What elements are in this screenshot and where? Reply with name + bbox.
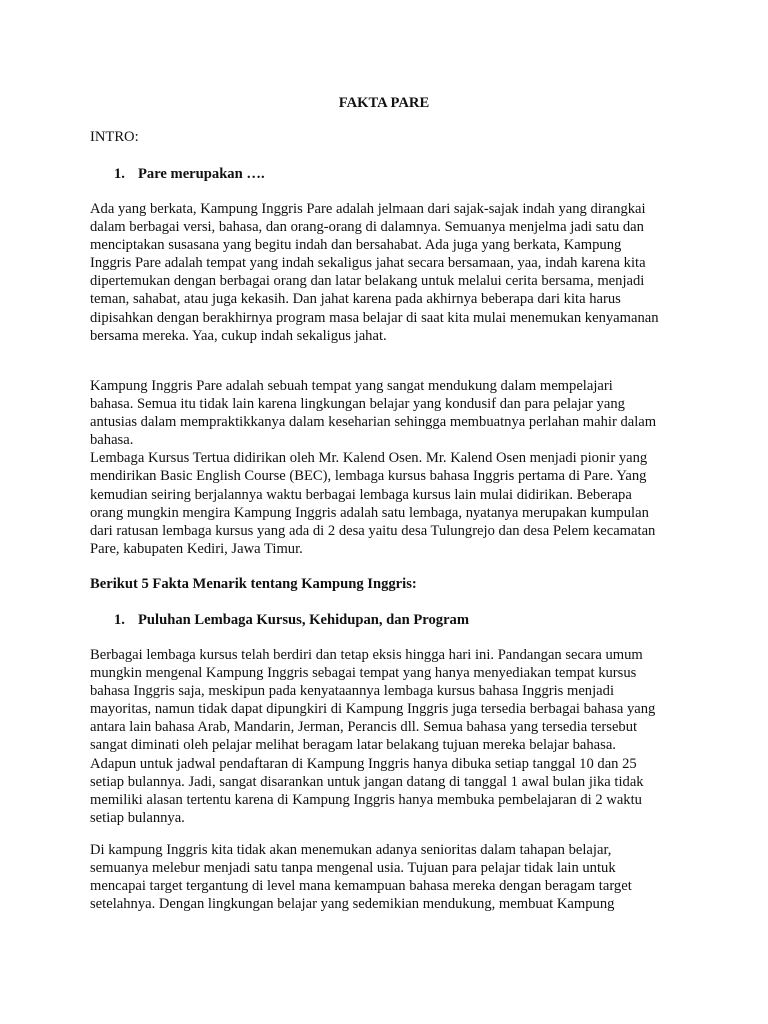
paragraph-line: antara lain bahasa Arab, Mandarin, Jerman, Perancis dll. Semua bahasa yang tersedia tersebut (90, 719, 638, 736)
paragraph-line: orang mungkin mengira Kampung Inggris adalah satu lembaga, nyatanya merupakan kumpulan (90, 504, 649, 521)
paragraph-line: mencapai target tergantung di level mana kemampuan bahasa mereka dengan beragam target (90, 878, 632, 895)
paragraph-line: mayoritas, namun tidak dapat dipungkiri di Kampung Inggris juga tersedia berbagai bahasa yang (90, 701, 656, 718)
paragraph-line: mendirikan Basic English Course (BEC), lembaga kursus bahasa Inggris pertama di Pare. Yang (90, 468, 647, 485)
paragraph-line: Inggris Pare adalah tempat yang indah sekaligus jahat secara bersamaan, yaa, indah karena kita (90, 255, 646, 272)
facts-heading: Berikut 5 Fakta Menarik tentang Kampung Inggris: (90, 576, 417, 592)
paragraph-line: bersama mereka. Yaa, cukup indah sekaligus jahat. (90, 327, 387, 344)
paragraph-line: dipertemukan dengan berbagai orang dan latar belakang untuk melalui cerita bersama, menjadi (90, 273, 645, 290)
paragraph-line: mungkin mengenal Kampung Inggris sebagai tempat yang hanya menyediakan tempat kursus (90, 665, 637, 682)
fact-1-paragraph (90, 646, 690, 827)
fact-1-heading-text: Puluhan Lembaga Kursus, Kehidupan, dan Program (138, 612, 470, 628)
paragraph-line: Pare, kabupaten Kediri, Jawa Timur. (90, 540, 303, 557)
fact-1-heading (114, 611, 469, 629)
intro-label: INTRO: (90, 129, 139, 145)
section-1-heading-text: Pare merupakan …. (138, 166, 265, 182)
paragraph-line: bahasa Inggris saja, meskipun pada kenyataannya lembaga kursus bahasa Inggris menjadi (90, 683, 614, 700)
paragraph-line: setelahnya. Dengan lingkungan belajar yang sedemikian mendukung, membuat Kampung (90, 896, 615, 913)
paragraph-line: Adapun untuk jadwal pendaftaran di Kampung Inggris hanya dibuka setiap tanggal 10 dan 25 (90, 755, 637, 772)
paragraph-line: menciptakan susasana yang begitu indah dan bersahabat. Ada juga yang berkata, Kampung (90, 237, 622, 254)
paragraph-line: antusias dalam mempraktikkanya dalam keseharian sehingga membuatnya perlahan mahir dalam (90, 414, 657, 431)
paragraph-line: Ada yang berkata, Kampung Inggris Pare adalah jelmaan dari sajak-sajak indah yang dirangkai (90, 201, 646, 217)
fact-1-number: 1. (114, 612, 125, 628)
paragraph-line: kemudian seiring berjalannya waktu berbagai lembaga kursus lain mulai didirikan. Beberapa (90, 486, 632, 503)
paragraph-line: dipisahkan dengan berakhirnya program masa belajar di saat kita mulai menemukan kenyamanan (90, 309, 659, 326)
paragraph-last (90, 841, 690, 913)
section-1-paragraph (90, 200, 690, 345)
paragraph-line: teman, sahabat, atau juga kekasih. Dan jahat karena pada akhirnya beberapa dari kita harus (90, 291, 621, 308)
section-1-heading (114, 165, 265, 183)
paragraph-2 (90, 377, 690, 558)
paragraph-line: bahasa. Semua itu tidak lain karena lingkungan belajar yang kondusif dan para pelajar yang (90, 396, 625, 413)
section-1-number: 1. (114, 166, 125, 182)
paragraph-line: Lembaga Kursus Tertua didirikan oleh Mr. Kalend Osen. Mr. Kalend Osen menjadi pionir yang (90, 450, 648, 467)
paragraph-line: dalam berbagai versi, bahasa, dan orang-orang di dalamnya. Semuanya menjelma jadi satu dan (90, 219, 644, 236)
document-title: FAKTA PARE (338, 95, 430, 111)
paragraph-line: Berbagai lembaga kursus telah berdiri dan tetap eksis hingga hari ini. Pandangan secara umum (90, 647, 643, 663)
paragraph-line: setiap bulannya. (90, 809, 185, 826)
paragraph-line: Di kampung Inggris kita tidak akan menemukan adanya senioritas dalam tahapan belajar, (90, 842, 612, 858)
paragraph-line: setiap bulannya. Jadi, sangat disarankan untuk jangan datang di tanggal 1 awal bulan jika tidak (90, 773, 644, 790)
paragraph-line: dari ratusan lembaga kursus yang ada di 2 desa yaitu desa Tulungrejo dan desa Pelem kecamatan (90, 522, 656, 539)
paragraph-line: bahasa. (90, 432, 134, 449)
paragraph-line: memiliki alasan tertentu karena di Kampung Inggris hanya membuka pembelajaran di 2 waktu (90, 791, 642, 808)
paragraph-line: semuanya melebur menjadi satu tanpa mengenal usia. Tujuan para pelajar tidak lain untuk (90, 860, 616, 877)
paragraph-line: Kampung Inggris Pare adalah sebuah tempat yang sangat mendukung dalam mempelajari (90, 378, 613, 394)
paragraph-line: sangat diminati oleh pelajar melihat beragam latar belakang tujuan mereka belajar bahasa. (90, 737, 616, 754)
